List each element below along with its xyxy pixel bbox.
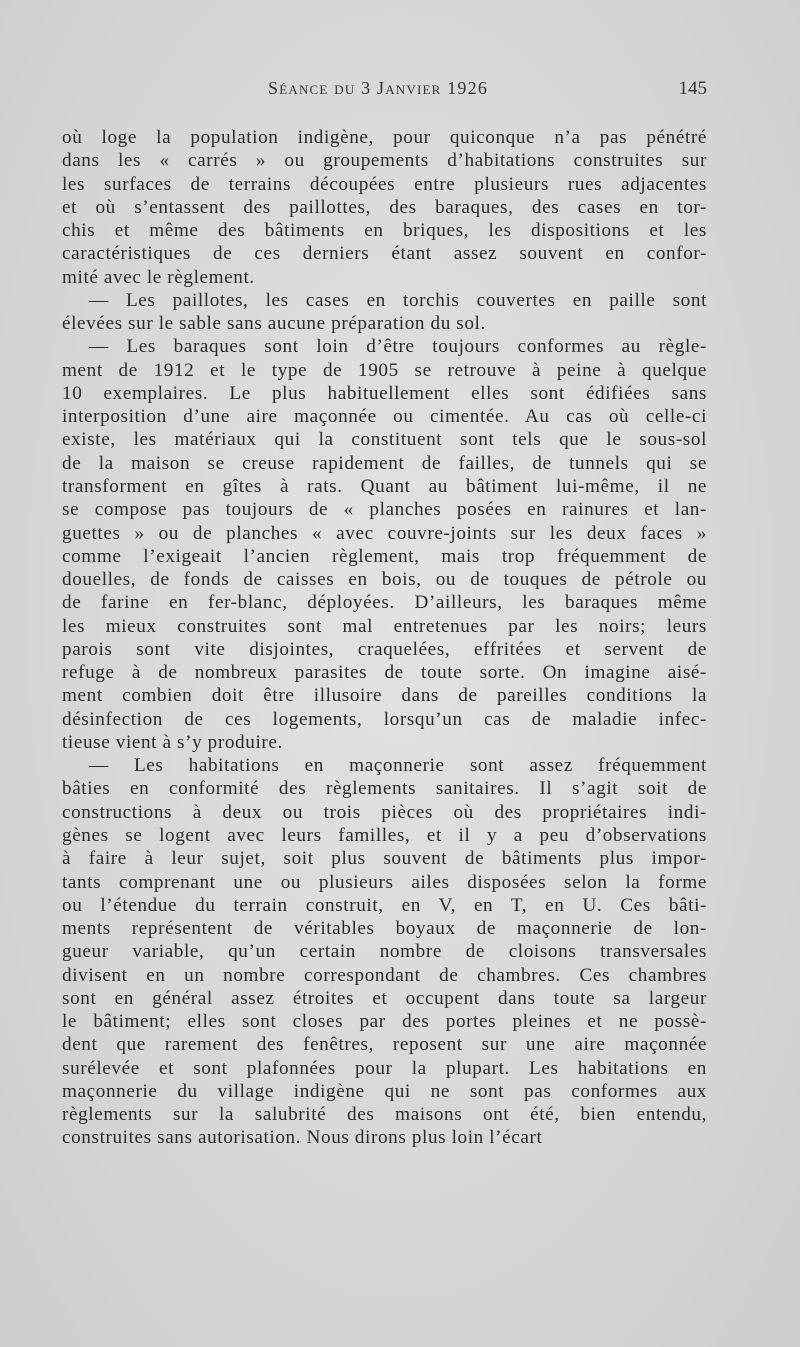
text-line: règlements sur la salubrité des maisons ont été, bien entendu, [62, 1104, 707, 1126]
text-line: maçonnerie du village indigène qui ne sont pas conformes aux [62, 1080, 707, 1102]
text-line: ou l’étendue du terrain construit, en V, en T, en U. Ces bâti- [62, 894, 707, 916]
text-line: refuge à de nombreux parasites de toute sorte. On imagine aisé- [62, 662, 707, 684]
text-line: douelles, de fonds de caisses en bois, ou de touques de pétrole ou [62, 569, 707, 591]
text-line: et où s’entassent des paillottes, des baraques, des cases en tor- [62, 196, 707, 218]
text-line: — Les habitations en maçonnerie sont assez fréquemment [89, 755, 707, 777]
text-line: les mieux construites sont mal entretenues par les noirs; leurs [62, 615, 707, 637]
text-line: mité avec le règlement. [62, 266, 255, 288]
text-line: guettes » ou de planches « avec couvre-joints sur les deux faces » [62, 522, 707, 544]
text-line: tants comprenant une ou plusieurs ailes disposées selon la forme [62, 871, 707, 893]
text-line: dans les « carrés » ou groupements d’habitations construites sur [62, 150, 707, 172]
text-line: parois sont vite disjointes, craquelées, effritées et servent de [62, 638, 707, 660]
text-line: — Les paillotes, les cases en torchis couvertes en paille sont [89, 289, 707, 311]
text-line: de farine en fer-blanc, déployées. D’ailleurs, les baraques même [62, 592, 707, 614]
text-line: caractéristiques de ces derniers étant assez souvent en confor- [62, 243, 707, 265]
text-line: de la maison se creuse rapidement de failles, de tunnels qui se [62, 452, 707, 474]
text-line: ment combien doit être illusoire dans de pareilles conditions la [62, 685, 707, 707]
text-line: dent que rarement des fenêtres, reposent sur une aire maçonnée [62, 1034, 707, 1056]
text-line: divisent en un nombre correspondant de chambres. Ces chambres [62, 964, 707, 986]
text-line: tieuse vient à s’y produire. [62, 731, 283, 753]
body-text [62, 126, 707, 1150]
text-line: les surfaces de terrains découpées entre plusieurs rues adjacentes [62, 173, 707, 195]
text-line: élevées sur le sable sans aucune préparation du sol. [62, 313, 486, 335]
text-line: ment de 1912 et le type de 1905 se retrouve à peine à quelque [62, 359, 707, 381]
text-line: désinfection de ces logements, lorsqu’un cas de maladie infec- [62, 708, 707, 730]
text-line: transforment en gîtes à rats. Quant au bâtiment lui-même, il ne [62, 475, 707, 497]
text-line: existe, les matériaux qui la constituent sont tels que le sous-sol [62, 429, 707, 451]
text-line: constructions à deux ou trois pièces où des propriétaires indi- [62, 801, 707, 823]
text-line: — Les baraques sont loin d’être toujours conformes au règle- [89, 336, 707, 358]
text-line: chis et même des bâtiments en briques, les dispositions et les [62, 220, 707, 242]
text-line: se compose pas toujours de « planches posées en rainures et lan- [62, 499, 707, 521]
text-line: interposition d’une aire maçonnée ou cimentée. Au cas où celle-ci [62, 406, 707, 428]
text-line: gènes se logent avec leurs familles, et il y a peu d’observations [62, 824, 707, 846]
text-line: ments représentent de véritables boyaux de maçonnerie de lon- [62, 918, 707, 940]
page-number: 145 [678, 78, 707, 99]
text-line: 10 exemplaires. Le plus habituellement elles sont édifiées sans [62, 382, 707, 404]
text-line: bâties en conformité des règlements sanitaires. Il s’agit soit de [62, 778, 707, 800]
text-line: gueur variable, qu’un certain nombre de cloisons transversales [62, 941, 707, 963]
page-header [62, 78, 707, 108]
text-line: où loge la population indigène, pour quiconque n’a pas pénétré [62, 127, 707, 148]
text-line: le bâtiment; elles sont closes par des portes pleines et ne possè- [62, 1011, 707, 1033]
text-line: sont en général assez étroites et occupent dans toute sa largeur [62, 987, 707, 1009]
text-line: comme l’exigeait l’ancien règlement, mais trop fréquemment de [62, 545, 707, 567]
running-title: Séance du 3 Janvier 1926 [268, 78, 489, 98]
text-line: à faire à leur sujet, soit plus souvent de bâtiments plus impor- [62, 848, 707, 870]
text-line: construites sans autorisation. Nous dirons plus loin l’écart [62, 1127, 543, 1149]
text-line: surélevée et sont plafonnées pour la plupart. Les habitations en [62, 1057, 707, 1079]
